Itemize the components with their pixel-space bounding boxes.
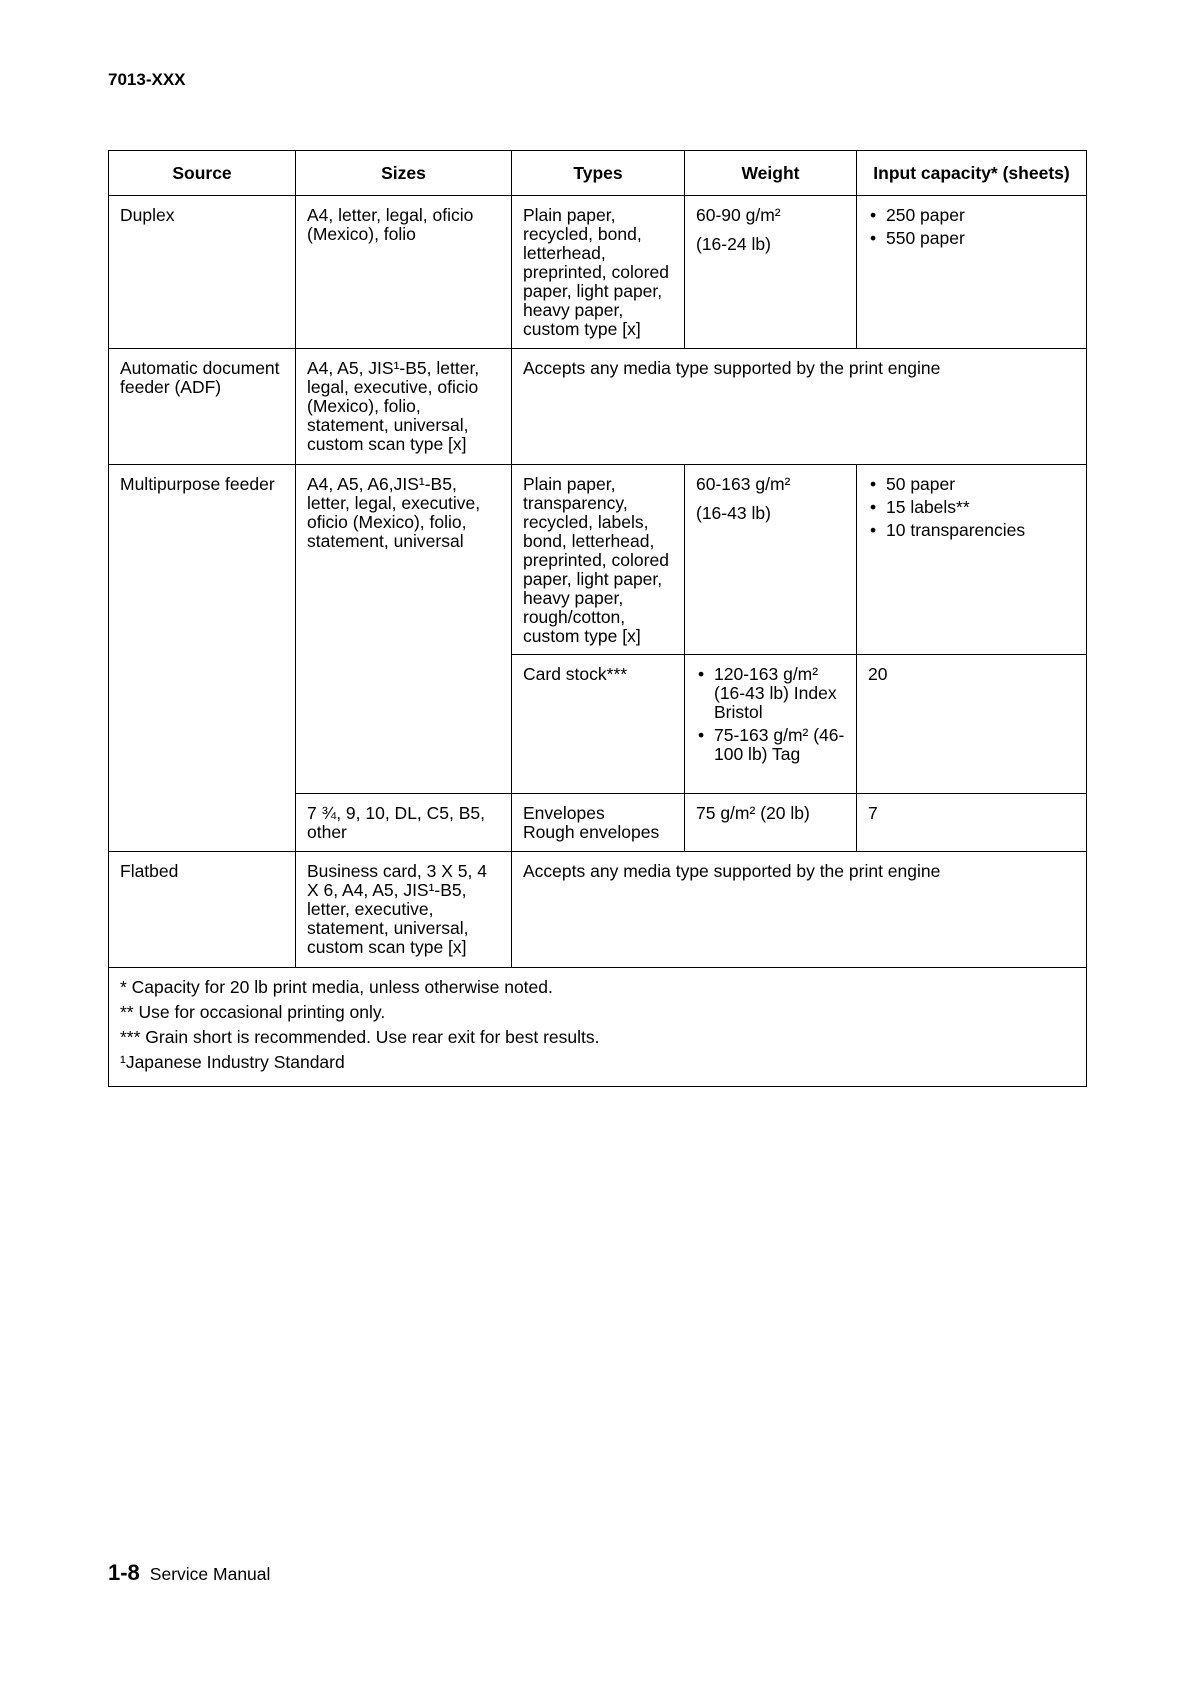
cell-types: Card stock*** — [512, 655, 685, 794]
table-row-flatbed — [109, 852, 1087, 968]
table-row-mpf — [109, 465, 1087, 655]
footnote: *** Grain short is recommended. Use rear exit for best results. — [120, 1027, 600, 1047]
cell-sizes: 7 ¾, 9, 10, DL, C5, B5, other — [296, 794, 512, 852]
column-header-sizes: Sizes — [296, 151, 512, 196]
list-item: • 15 labels** — [886, 498, 1075, 517]
table-row-duplex — [109, 196, 1087, 349]
footnote: * Capacity for 20 lb print media, unless otherwise noted. — [120, 977, 553, 997]
cell-types: Plain paper, recycled, bond, letterhead, preprinted, colored paper, light paper, heavy paper, custom type [x] — [512, 196, 685, 349]
cell-merged-media: Accepts any media type supported by the print engine — [512, 852, 1087, 968]
cell-capacity: 7 — [857, 794, 1087, 852]
cell-types: Plain paper, transparency, recycled, labels, bond, letterhead, preprinted, colored paper, light paper, heavy paper, rough/cotton, custom type [x] — [512, 465, 685, 655]
column-header-source: Source — [109, 151, 296, 196]
envelope-type: Envelopes — [523, 803, 605, 823]
cell-capacity — [857, 196, 1087, 349]
list-item: • 50 paper — [886, 475, 1075, 494]
page-number: 1-8 — [108, 1560, 140, 1585]
cell-capacity — [857, 465, 1087, 655]
cell-source: Duplex — [109, 196, 296, 349]
list-item: • 250 paper — [886, 206, 1075, 225]
weight-metric: 60-163 g/m² — [696, 474, 791, 494]
weight-list — [696, 665, 845, 764]
cell-sizes: A4, A5, JIS¹-B5, letter, legal, executive, oficio (Mexico), folio, statement, universal, custom scan type [x] — [296, 349, 512, 465]
document-id: 7013-XXX — [108, 70, 186, 89]
cell-capacity: 20 — [857, 655, 1087, 794]
cell-merged-media: Accepts any media type supported by the print engine — [512, 349, 1087, 465]
cell-footnotes — [109, 968, 1087, 1087]
media-spec-table — [108, 150, 1087, 1087]
cell-weight — [685, 655, 857, 794]
column-header-types: Types — [512, 151, 685, 196]
cell-sizes: A4, A5, A6,JIS¹-B5, letter, legal, executive, oficio (Mexico), folio, statement, universal — [296, 465, 512, 794]
cell-sizes: A4, letter, legal, oficio (Mexico), folio — [296, 196, 512, 349]
column-header-capacity: Input capacity* (sheets) — [857, 151, 1087, 196]
page-footer — [108, 1560, 270, 1586]
cell-weight — [685, 465, 857, 655]
table-header-row — [109, 151, 1087, 196]
cell-source: Multipurpose feeder — [109, 465, 296, 852]
cell-sizes: Business card, 3 X 5, 4 X 6, A4, A5, JIS¹-B5, letter, executive, statement, universal, custom scan type [x] — [296, 852, 512, 968]
cell-source: Automatic document feeder (ADF) — [109, 349, 296, 465]
cell-weight — [685, 196, 857, 349]
list-item: • 75-163 g/m² (46-100 lb) Tag — [714, 726, 845, 764]
footnote: ¹Japanese Industry Standard — [120, 1052, 345, 1072]
cell-source: Flatbed — [109, 852, 296, 968]
list-item: • 120-163 g/m² (16-43 lb) Index Bristol — [714, 665, 845, 722]
table-row-notes — [109, 968, 1087, 1087]
column-header-weight: Weight — [685, 151, 857, 196]
cell-weight: 75 g/m² (20 lb) — [685, 794, 857, 852]
manual-title: Service Manual — [149, 1564, 271, 1584]
weight-imperial: (16-24 lb) — [696, 234, 771, 254]
list-item: • 10 transparencies — [886, 521, 1075, 540]
weight-metric: 60-90 g/m² — [696, 205, 781, 225]
cell-types — [512, 794, 685, 852]
weight-imperial: (16-43 lb) — [696, 503, 771, 523]
footnote: ** Use for occasional printing only. — [120, 1002, 386, 1022]
list-item: • 550 paper — [886, 229, 1075, 248]
capacity-list — [868, 475, 1075, 540]
capacity-list — [868, 206, 1075, 248]
table-row-adf — [109, 349, 1087, 465]
envelope-type: Rough envelopes — [523, 822, 660, 842]
